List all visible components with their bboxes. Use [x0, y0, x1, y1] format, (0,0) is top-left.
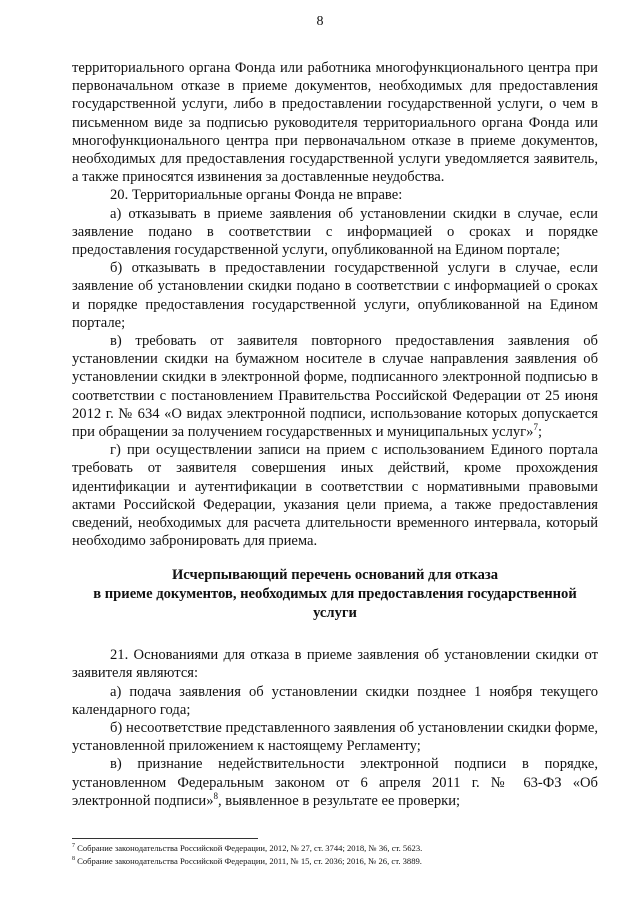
heading-line: Исчерпывающий перечень оснований для отказа [171, 567, 499, 584]
list-item-text: в) требовать от заявителя повторного предоставления заявления об установлении скидки на бумажном носителе в случае направления заявления об установлении скидки в электронной форме, подписанного электронной подписью в соответствии с постановлением Правительства Российской Федерации от 25 июня 2012 г. № 634 «О видах электронной подписи, использование которых допускается при обращении за получением государственных и муниципальных услуг» [72, 333, 598, 441]
list-item [72, 332, 598, 441]
heading-line: в приеме документов, необходимых для предоставления государственной [93, 586, 577, 603]
footnote-mark: 8 [72, 856, 75, 863]
list-item: б) несоответствие представленного заявления об установлении скидки форме, установленной приложением к настоящему Регламенту; [72, 720, 598, 755]
list-item-text-end: ; [537, 424, 543, 441]
section-heading [72, 566, 598, 622]
footnote-separator [72, 838, 258, 839]
footnote-text: Собрание законодательства Российской Федерации, 2011, № 15, ст. 2036; 2016, № 26, ст. 3889. [77, 856, 422, 866]
paragraph: 20. Территориальные органы Фонда не вправе: [110, 187, 403, 204]
list-item-text-end: , выявленное в результате ее проверки; [218, 792, 461, 809]
page-number: 8 [316, 14, 324, 29]
list-item: г) при осуществлении записи на прием с использованием Единого портала требовать от заявителя совершения иных действий, кроме прохождения идентификации и аутентификации в соответствии с нормативными правовыми актами Российской Федерации, указания цели приема, а также предоставления сведений, необходимых для расчета длительности временного интервала, который необходимо забронировать для приема. [72, 442, 598, 550]
footnote-reference: 7 [533, 422, 538, 433]
footnotes [72, 842, 612, 868]
list-item [72, 755, 598, 810]
paragraph: территориального органа Фонда или работника многофункционального центра при первоначальном отказе в приеме документов, необходимых для предоставления государственной услуги, либо в предоставлении государственной услуги, о чем в письменном виде за подписью руководителя территориального органа Фонда или многофункционального центра при первоначальном отказе в приеме документов, необходимых для предоставления государственной услуги уведомляется заявитель, а также приносятся извинения за доставленные неудобства. [72, 60, 598, 186]
footnote [72, 842, 612, 855]
footnote [72, 855, 612, 868]
footnote-reference: 8 [213, 791, 218, 802]
document-body [72, 59, 598, 810]
footnote-mark: 7 [72, 843, 75, 850]
footnote-text: Собрание законодательства Российской Федерации, 2012, № 27, ст. 3744; 2018, № 36, ст. 5623. [77, 843, 423, 853]
heading-line: услуги [313, 604, 357, 621]
list-item-text: в) признание недействительности электронной подписи в порядке, установленном Федеральным законом от 6 апреля 2011 г. № 63-ФЗ «Об электронной подписи» [72, 756, 598, 809]
list-item: б) отказывать в предоставлении государственной услуги в случае, если заявление об установлении скидки подано в соответствии с информацией о сроках и порядке предоставления государственной услуги, опубликованной на Едином портале; [72, 260, 598, 331]
paragraph: 21. Основаниями для отказа в приеме заявления об установлении скидки от заявителя являются: [72, 647, 598, 682]
list-item: а) подача заявления об установлении скидки позднее 1 ноября текущего календарного года; [72, 683, 598, 718]
list-item: а) отказывать в приеме заявления об установлении скидки в случае, если заявление подано в соответствии с информацией о сроках и порядке предоставления государственной услуги, опубликованной на Едином портале; [72, 205, 598, 259]
